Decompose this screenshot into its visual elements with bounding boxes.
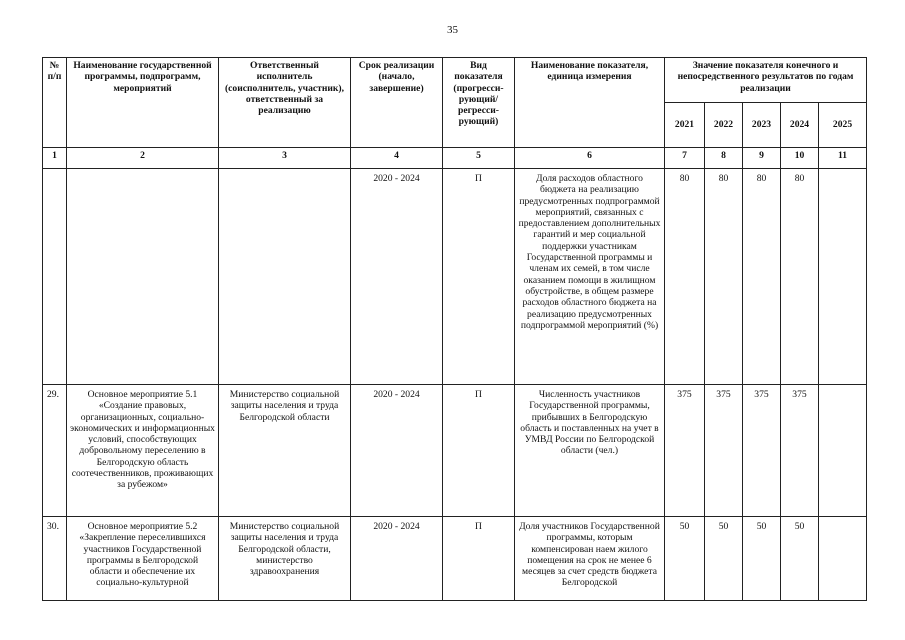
header-year: 2022 xyxy=(705,103,743,148)
row-period: 2020 - 2024 xyxy=(351,517,443,601)
header-num: № п/п xyxy=(43,58,67,148)
row-value-2024: 80 xyxy=(781,169,819,385)
row-name xyxy=(67,169,219,385)
row-value-2025 xyxy=(819,517,867,601)
row-value-2024: 50 xyxy=(781,517,819,601)
row-executor xyxy=(219,169,351,385)
row-type: П xyxy=(443,169,515,385)
header-row xyxy=(43,58,867,103)
row-value-2023: 80 xyxy=(743,169,781,385)
row-executor: Министерство социальной защиты населения и труда Белгородской области, министерство здравоохранения xyxy=(219,517,351,601)
header-year: 2023 xyxy=(743,103,781,148)
row-value-2022: 50 xyxy=(705,517,743,601)
header-period: Срок реализации (начало, завершение) xyxy=(351,58,443,148)
column-number: 3 xyxy=(219,148,351,169)
header-indicator: Наименование показателя, единица измерения xyxy=(515,58,665,148)
header-year: 2025 xyxy=(819,103,867,148)
row-value-2023: 375 xyxy=(743,385,781,517)
indicator-table xyxy=(42,57,867,601)
row-value-2021: 375 xyxy=(665,385,705,517)
row-name: Основное мероприятие 5.2 «Закрепление переселившихся участников Государственной программы в Белгородской области и обеспечение их социально-культурной xyxy=(67,517,219,601)
row-indicator: Доля участников Государственной программы, которым компенсирован наем жилого помещения на срок не менее 6 месяцев за счет средств бюджета Белгородской xyxy=(515,517,665,601)
row-value-2021: 50 xyxy=(665,517,705,601)
row-type: П xyxy=(443,517,515,601)
column-number: 8 xyxy=(705,148,743,169)
row-period: 2020 - 2024 xyxy=(351,385,443,517)
row-num xyxy=(43,169,67,385)
row-value-2025 xyxy=(819,385,867,517)
header-values: Значение показателя конечного и непосредственного результатов по годам реализации xyxy=(665,58,867,103)
column-number: 5 xyxy=(443,148,515,169)
row-value-2025 xyxy=(819,169,867,385)
row-value-2024: 375 xyxy=(781,385,819,517)
column-number: 9 xyxy=(743,148,781,169)
header-name: Наименование государственной программы, подпрограмм, мероприятий xyxy=(67,58,219,148)
header-type: Вид показателя (прогресси-рующий/ регресси-рующий) xyxy=(443,58,515,148)
column-number: 2 xyxy=(67,148,219,169)
row-num: 30. xyxy=(43,517,67,601)
row-num: 29. xyxy=(43,385,67,517)
column-number: 7 xyxy=(665,148,705,169)
row-value-2021: 80 xyxy=(665,169,705,385)
row-value-2022: 375 xyxy=(705,385,743,517)
row-value-2022: 80 xyxy=(705,169,743,385)
table-row xyxy=(43,517,867,601)
column-number: 6 xyxy=(515,148,665,169)
row-period: 2020 - 2024 xyxy=(351,169,443,385)
table-row xyxy=(43,169,867,385)
row-indicator: Доля расходов областного бюджета на реализацию предусмотренных подпрограммой мероприятий, связанных с предоставлением дополнительных гарантий и мер социальной поддержки участникам Государственной программы и членам их семей, в том числе оказанием помощи в жилищном обустройстве, в общем размере расходов областного бюджета на реализацию предусмотренных подпрограммой мероприятий (%) xyxy=(515,169,665,385)
row-indicator: Численность участников Государственной программы, прибывших в Белгородскую область и поставленных на учет в УМВД России по Белгородской области (чел.) xyxy=(515,385,665,517)
row-type: П xyxy=(443,385,515,517)
row-executor: Министерство социальной защиты населения и труда Белгородской области xyxy=(219,385,351,517)
header-executor: Ответственный исполнитель (соисполнитель, участник), ответственный за реализацию xyxy=(219,58,351,148)
column-number: 10 xyxy=(781,148,819,169)
header-year: 2021 xyxy=(665,103,705,148)
column-number: 4 xyxy=(351,148,443,169)
row-value-2023: 50 xyxy=(743,517,781,601)
row-name: Основное мероприятие 5.1 «Создание правовых, организационных, социально-экономических и информационных условий, способствующих добровольному переселению в Белгородскую область соотечественников, проживающих за рубежом» xyxy=(67,385,219,517)
column-number: 11 xyxy=(819,148,867,169)
table-row xyxy=(43,385,867,517)
column-number: 1 xyxy=(43,148,67,169)
column-number-row xyxy=(43,148,867,169)
page-number: 35 xyxy=(447,24,458,36)
header-year: 2024 xyxy=(781,103,819,148)
